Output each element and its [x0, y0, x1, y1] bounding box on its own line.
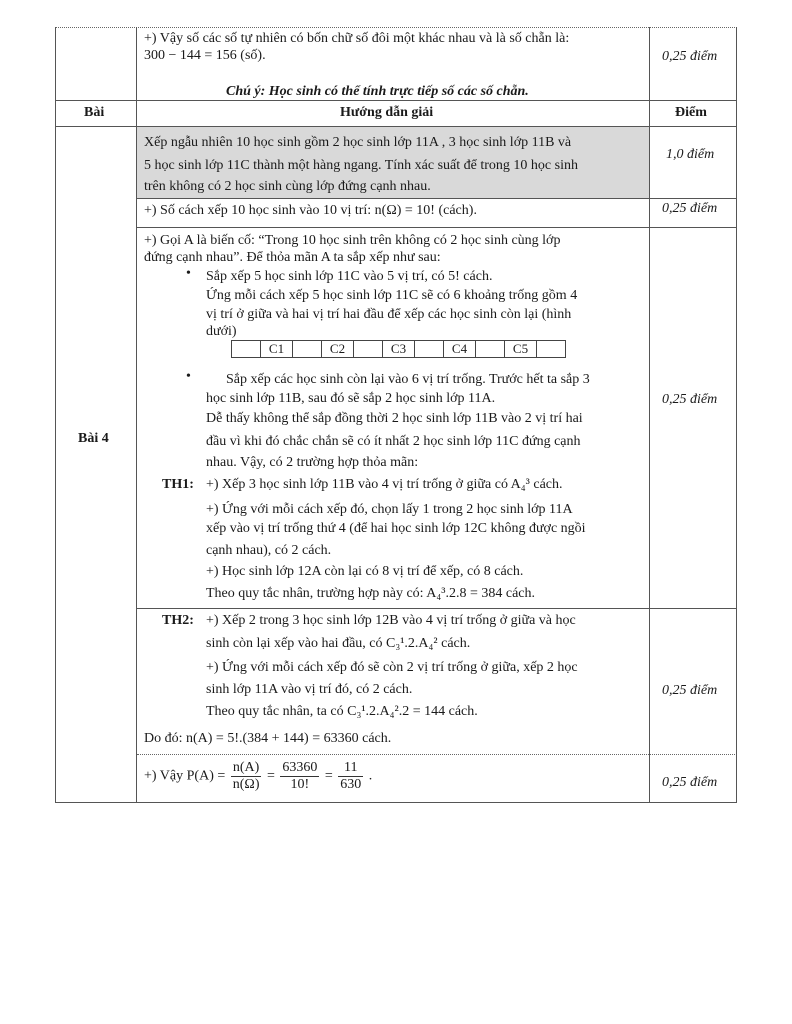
step2-intro-1: +) Gọi A là biến cố: “Trong 10 học sinh trên không có 2 học sinh cùng lớp [144, 233, 561, 248]
slot-2 [292, 340, 322, 358]
b1-line-4: dưới) [206, 324, 237, 339]
th1-line-6: Theo quy tắc nhân, trường hợp này có: A₄³.2.8 = 384 cách. [206, 586, 536, 601]
problem-bottom-line [137, 198, 737, 199]
header-bai: Bài [84, 105, 105, 120]
fraction-1-denominator: n(Ω) [232, 777, 260, 792]
slot-c2: C2 [321, 340, 354, 358]
slot-6 [414, 340, 444, 358]
th2-line-1: +) Xếp 2 trong 3 học sinh lớp 12B vào 4 vị trí trống ở giữa và học [206, 613, 576, 628]
fraction-2-numerator: 63360 [282, 760, 318, 775]
bullet-1: • [186, 266, 191, 281]
header-guide: Hướng dẫn giải [340, 105, 434, 120]
th2-line-3: +) Ứng với mỗi cách xếp đó sẽ còn 2 vị trí trống ở giữa, xếp 2 học [206, 660, 578, 675]
top-line-2: 300 − 144 = 156 (số). [144, 48, 266, 63]
th2-line-2: sinh còn lại xếp vào hai đầu, có C₃¹.2.A₄² cách. [206, 636, 471, 651]
fraction-1-numerator: n(A) [231, 760, 262, 777]
right-border [736, 27, 737, 802]
top-line-1: +) Vậy số các số tự nhiên có bốn chữ số đôi một khác nhau và là số chẵn là: [144, 31, 570, 46]
fraction-3-denominator: 630 [340, 777, 362, 792]
header-bottom-line [55, 126, 737, 127]
equals-sign-2: = [324, 768, 333, 784]
problem-line-2: 5 học sinh lớp 11C thành một hàng ngang. Tính xác suất để trong 10 học sinh [144, 158, 578, 173]
probability-formula [144, 760, 372, 793]
b1-line-3: vị trí ở giữa và hai vị trí hai đầu để xếp các học sinh còn lại (hình [206, 307, 572, 322]
bottom-border [55, 802, 737, 803]
th1-line-5: +) Học sinh lớp 12A còn lại có 8 vị trí để xếp, có 8 cách. [206, 564, 524, 579]
b2-line-1: Sắp xếp các học sinh còn lại vào 6 vị trí trống. Trước hết ta sắp 3 [226, 372, 590, 387]
step4-score: 0,25 điểm [662, 775, 718, 790]
th1-line-4: cạnh nhau), có 2 cách. [206, 543, 332, 558]
slot-c1: C1 [260, 340, 293, 358]
prob-prefix: +) Vậy P(A) = [144, 768, 226, 784]
problem-score: 1,0 điểm [666, 147, 715, 162]
top-score: 0,25 điểm [662, 49, 718, 64]
th1-line-3: xếp vào vị trí trống thứ 4 (để hai học sinh lớp 12C không được ngồi [206, 521, 586, 536]
slot-c4: C4 [443, 340, 476, 358]
step2-intro-2: đứng cạnh nhau”. Để thỏa mãn A ta sắp xếp như sau: [144, 250, 441, 265]
step2-score: 0,25 điểm [662, 392, 718, 407]
fraction-3 [338, 760, 363, 793]
note: Chú ý: Học sinh có thể tính trực tiếp số các số chẵn. [226, 84, 529, 99]
b1-line-2: Ứng mỗi cách xếp 5 học sinh lớp 11C sẽ có 6 khoảng trống gồm 4 [206, 288, 578, 303]
top-border [55, 27, 737, 28]
th1-line-2: +) Ứng với mỗi cách xếp đó, chọn lấy 1 trong 2 học sinh lớp 11A [206, 502, 573, 517]
b2-line-4: đầu vì khi đó chắc chắn sẽ có ít nhất 2 học sinh lớp 11C đứng cạnh [206, 434, 581, 449]
step1-score: 0,25 điểm [662, 201, 718, 216]
slot-row [232, 340, 566, 358]
b2-line-2: học sinh lớp 11B, sau đó sẽ sắp 2 học sinh lớp 11A. [206, 391, 496, 406]
bai-label: Bài 4 [78, 431, 109, 446]
prob-suffix: . [368, 768, 373, 784]
b2-line-5: nhau. Vậy, có 2 trường hợp thỏa mãn: [206, 455, 419, 470]
left-border [55, 27, 56, 802]
problem-line-1: Xếp ngẫu nhiên 10 học sinh gồm 2 học sinh lớp 11A , 3 học sinh lớp 11B và [144, 135, 572, 150]
step1-text: +) Số cách xếp 10 học sinh vào 10 vị trí: n(Ω) = 10! (cách). [144, 203, 477, 218]
col-divider-1 [136, 27, 137, 802]
slot-c3: C3 [382, 340, 415, 358]
th2-line-5: Theo quy tắc nhân, ta có C₃¹.2.A₄².2 = 144 cách. [206, 704, 478, 719]
fraction-1 [231, 760, 262, 793]
step3-bottom-line [137, 754, 737, 755]
bullet-2: • [186, 369, 191, 384]
slot-8 [475, 340, 505, 358]
th2-line-4: sinh lớp 11A vào vị trí đó, có 2 cách. [206, 682, 413, 697]
slot-10 [536, 340, 566, 358]
slot-c5: C5 [504, 340, 537, 358]
th2-label: TH2: [162, 613, 194, 628]
slot-0 [231, 340, 261, 358]
fraction-2-denominator: 10! [290, 777, 310, 792]
th1-label: TH1: [162, 477, 194, 492]
col-divider-2 [649, 27, 650, 802]
b1-line-1: Sắp xếp 5 học sinh lớp 11C vào 5 vị trí, có 5! cách. [206, 269, 493, 284]
step2-bottom-line [137, 608, 737, 609]
header-score: Điểm [675, 105, 707, 120]
step1-bottom-line [137, 227, 737, 228]
slot-4 [353, 340, 383, 358]
fraction-2 [280, 760, 319, 793]
fraction-3-numerator: 11 [338, 760, 363, 777]
equals-sign-1: = [266, 768, 275, 784]
conclusion: Do đó: n(A) = 5!.(384 + 144) = 63360 cách. [144, 731, 392, 746]
problem-line-3: trên không có 2 học sinh cùng lớp đứng cạnh nhau. [144, 179, 431, 194]
step3-score: 0,25 điểm [662, 683, 718, 698]
b2-line-3: Dễ thấy không thể sắp đồng thời 2 học sinh lớp 11B vào 2 vị trí hai [206, 411, 583, 426]
th1-line-1: +) Xếp 3 học sinh lớp 11B vào 4 vị trí trống ở giữa có A₄³ cách. [206, 477, 563, 492]
